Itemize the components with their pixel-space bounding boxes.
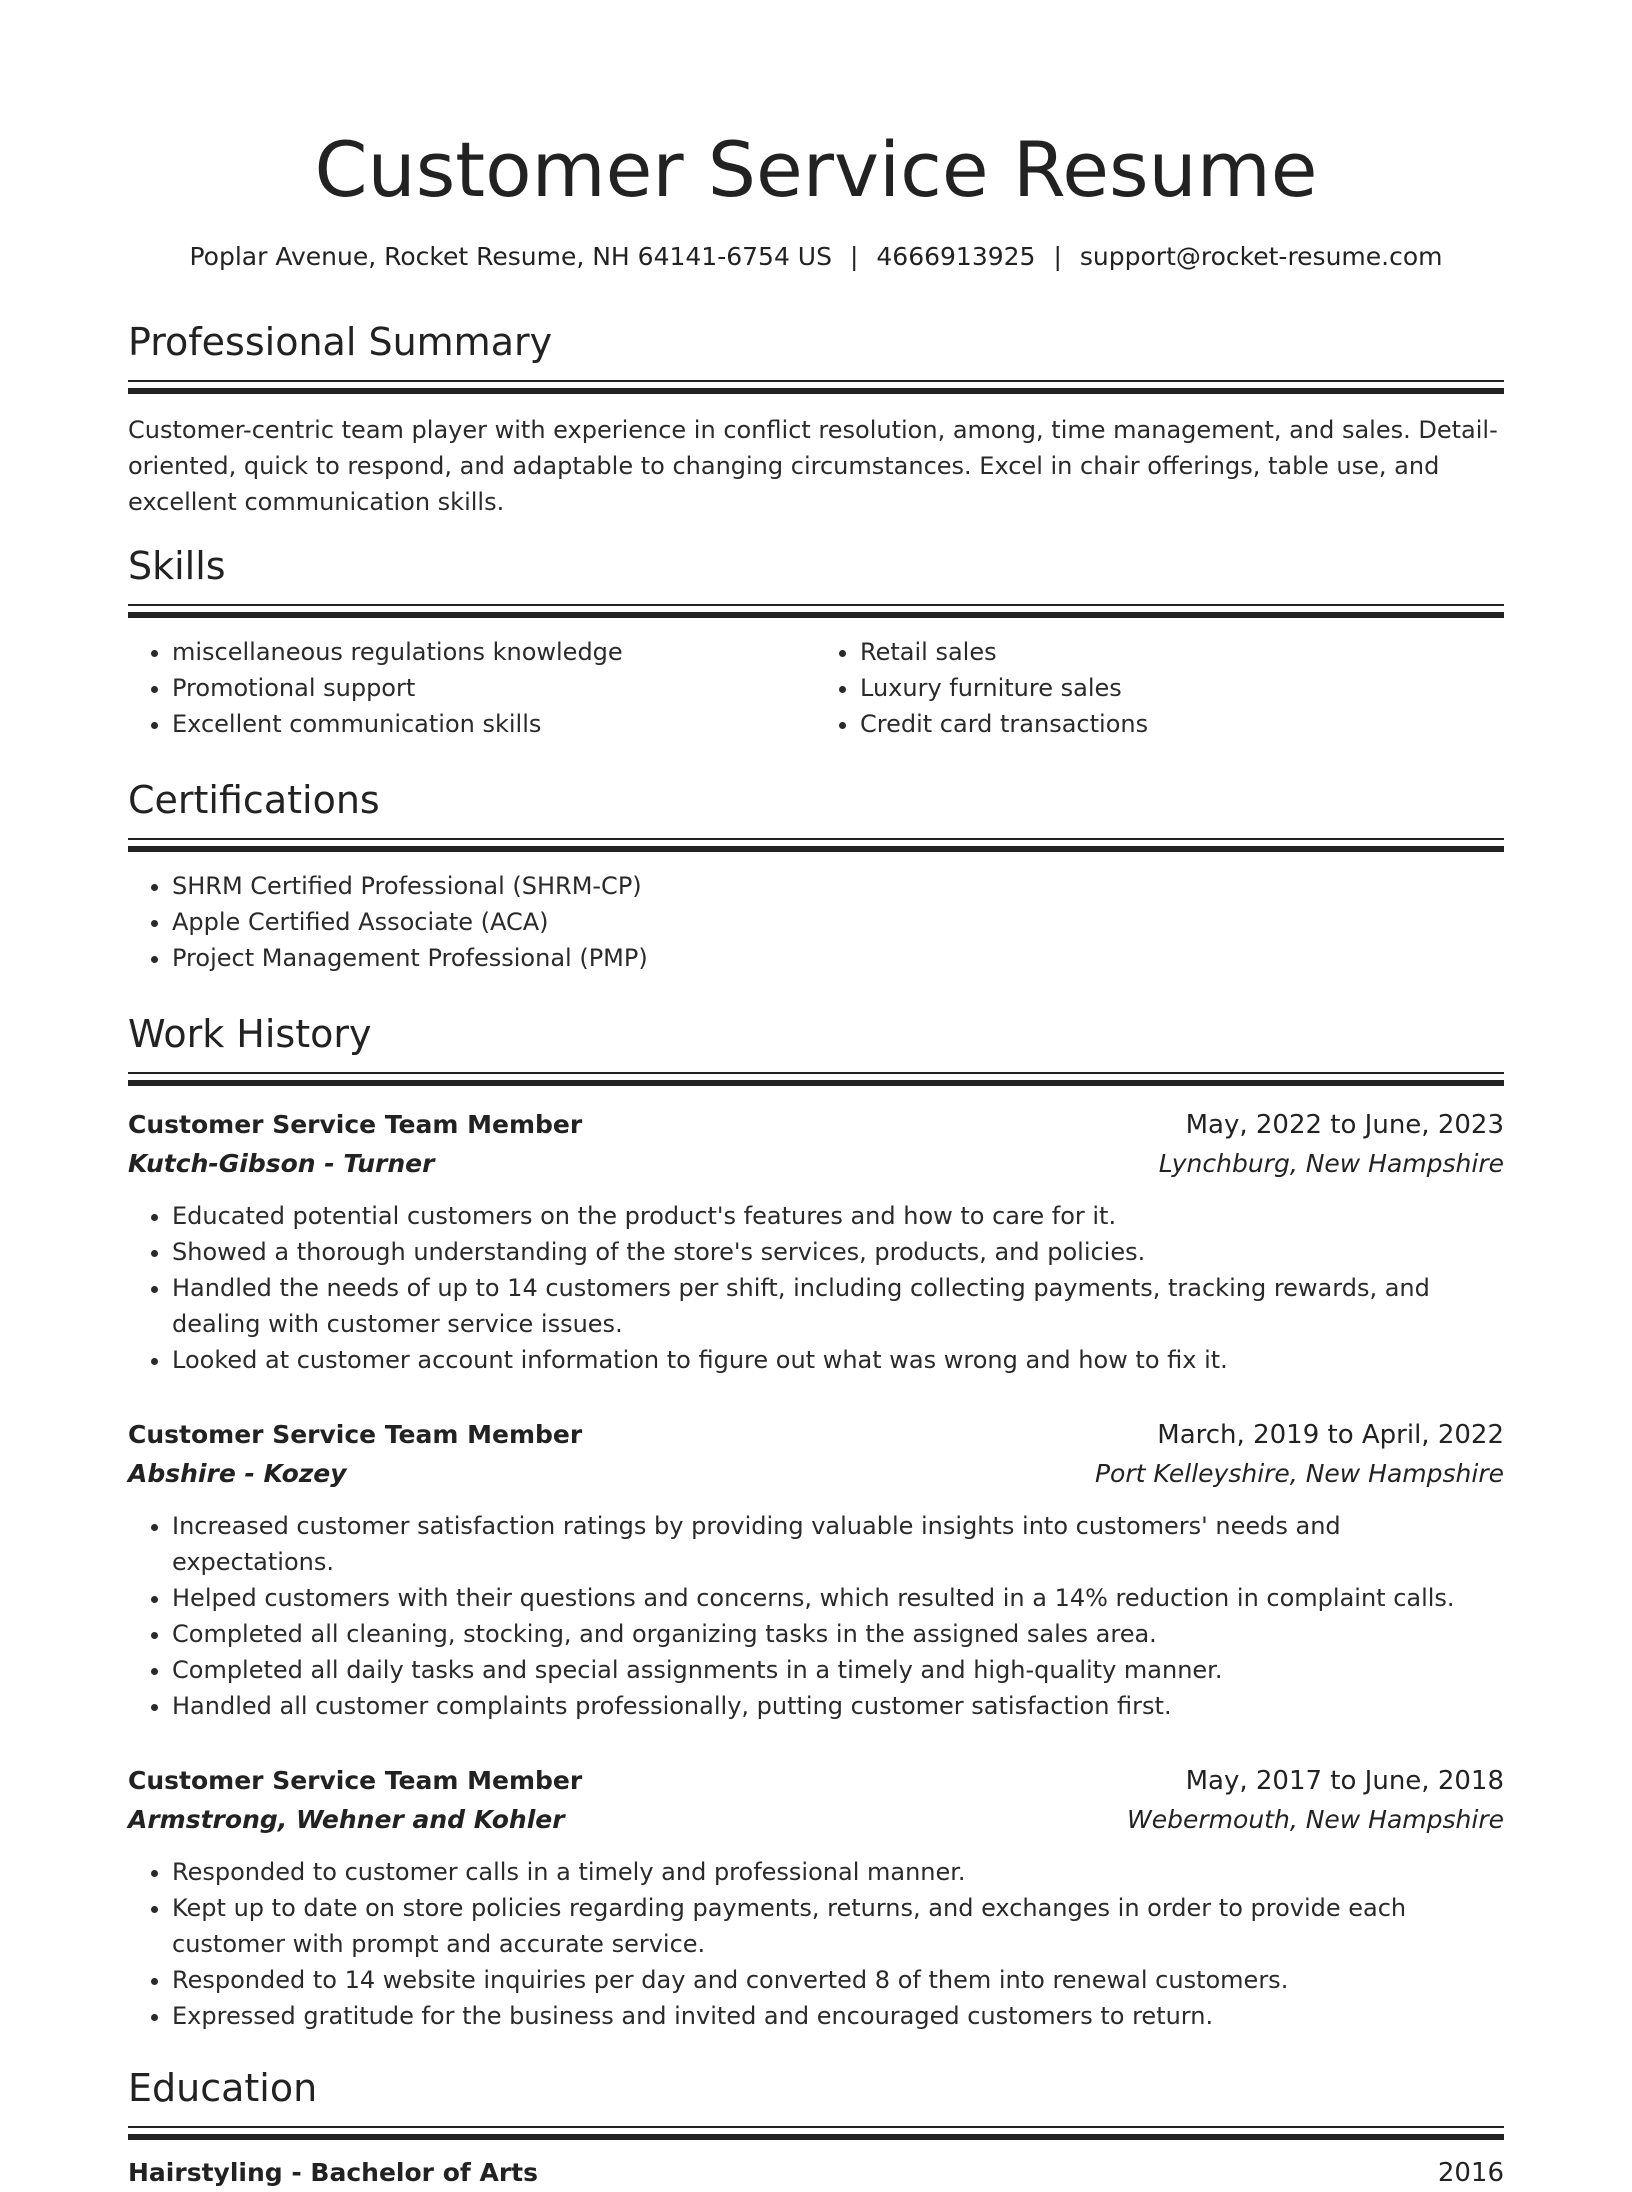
section-divider-thick [128,612,1504,618]
section-heading-education: Education [128,2066,318,2110]
job-company: Abshire - Kozey [128,1459,347,1488]
section-divider-thick [128,1080,1504,1086]
job-bullet: • Handled the needs of up to 14 customers per shift, including collecting payments, tracking rewards, and dealing with customer service issues. [172,1270,1504,1342]
skill-item: • Luxury furniture sales [860,670,1504,706]
job-bullet: • Looked at customer account information to figure out what was wrong and how to fix it. [172,1342,1504,1378]
section-divider [128,2126,1504,2128]
certifications-section [128,776,1504,976]
job-bullet: • Helped customers with their questions and concerns, which resulted in a 14% reduction in complaint calls. [172,1580,1504,1616]
job-header-row [128,1106,1504,1144]
job-bullet: • Expressed gratitude for the business and invited and encouraged customers to return. [172,1998,1504,2034]
job-header-row [128,1416,1504,1454]
job-bullet: • Responded to customer calls in a timely and professional manner. [172,1854,1504,1890]
skills-grid [128,634,1504,742]
job-location: Webermouth, New Hampshire [1127,1805,1504,1834]
job-entry [128,1106,1504,1378]
job-bullets [128,1198,1504,1378]
job-bullet: • Completed all cleaning, stocking, and organizing tasks in the assigned sales area. [172,1616,1504,1652]
job-title: Customer Service Team Member [128,1420,583,1449]
work-history-section [128,1010,1504,2034]
section-divider [128,838,1504,840]
skill-item: • miscellaneous regulations knowledge [172,634,816,670]
education-year: 2016 [1437,2158,1504,2188]
section-heading-certifications: Certifications [128,778,380,822]
job-entry [128,1762,1504,2034]
education-row [128,2154,1504,2192]
job-dates: May, 2022 to June, 2023 [1185,1110,1504,1140]
contact-email: support@rocket-resume.com [1079,242,1443,271]
job-company-row [128,1144,1504,1184]
job-bullet: • Completed all daily tasks and special assignments in a timely and high-quality manner. [172,1652,1504,1688]
resume-title: Customer Service Resume [314,125,1318,214]
job-company-row [128,1454,1504,1494]
job-title: Customer Service Team Member [128,1110,583,1139]
section-divider [128,380,1504,382]
skill-item: • Credit card transactions [860,706,1504,742]
job-company: Armstrong, Wehner and Kohler [128,1805,565,1834]
contact-separator: | [849,242,859,271]
section-divider-thick [128,388,1504,394]
summary-text: Customer-centric team player with experience in conflict resolution, among, time management, and sales. Detail-oriented, quick to respond, and adaptable to changing circumstances. Excel in chair offerings, table use, and excellent communication skills. [128,416,1498,516]
section-divider-thick [128,2134,1504,2140]
education-degree: Hairstyling - Bachelor of Arts [128,2158,538,2187]
job-location: Lynchburg, New Hampshire [1158,1149,1504,1178]
certification-item: • Apple Certified Associate (ACA) [172,904,1504,940]
section-heading-skills: Skills [128,544,226,588]
skill-item: • Retail sales [860,634,1504,670]
job-dates: March, 2019 to April, 2022 [1157,1420,1504,1450]
job-bullets [128,1854,1504,2034]
contact-separator: | [1053,242,1062,271]
contact-line [128,240,1504,274]
certifications-list [128,868,1504,976]
resume-page [128,0,1504,2192]
job-bullet: • Increased customer satisfaction ratings by providing valuable insights into customers' needs and expectations. [172,1508,1504,1580]
section-divider [128,604,1504,606]
education-section [128,2064,1504,2192]
skills-section [128,542,1504,742]
skill-item: • Excellent communication skills [172,706,816,742]
contact-phone: 4666913925 [876,242,1036,271]
job-bullet: • Responded to 14 website inquiries per day and converted 8 of them into renewal customers. [172,1962,1504,1998]
job-bullet: • Educated potential customers on the product's features and how to care for it. [172,1198,1504,1234]
section-divider-thick [128,846,1504,852]
skills-list-right [816,634,1504,742]
job-dates: May, 2017 to June, 2018 [1185,1766,1504,1796]
skill-item: • Promotional support [172,670,816,706]
skills-list-left [128,634,816,742]
job-company-row [128,1800,1504,1840]
section-divider [128,1072,1504,1074]
summary-section [128,318,1504,520]
section-heading-summary: Professional Summary [128,320,553,364]
certification-item: • Project Management Professional (PMP) [172,940,1504,976]
job-company: Kutch-Gibson - Turner [128,1149,435,1178]
contact-address: Poplar Avenue, Rocket Resume, NH 64141-6754 US [189,242,832,271]
job-header-row [128,1762,1504,1800]
job-bullets [128,1508,1504,1724]
certification-item: • SHRM Certified Professional (SHRM-CP) [172,868,1504,904]
job-title: Customer Service Team Member [128,1766,583,1795]
job-entry [128,1416,1504,1724]
job-bullet: • Kept up to date on store policies regarding payments, returns, and exchanges in order to provide each customer with prompt and accurate service. [172,1890,1504,1962]
job-bullet: • Handled all customer complaints professionally, putting customer satisfaction first. [172,1688,1504,1724]
job-bullet: • Showed a thorough understanding of the store's services, products, and policies. [172,1234,1504,1270]
section-heading-work-history: Work History [128,1012,372,1056]
job-location: Port Kelleyshire, New Hampshire [1094,1459,1504,1488]
